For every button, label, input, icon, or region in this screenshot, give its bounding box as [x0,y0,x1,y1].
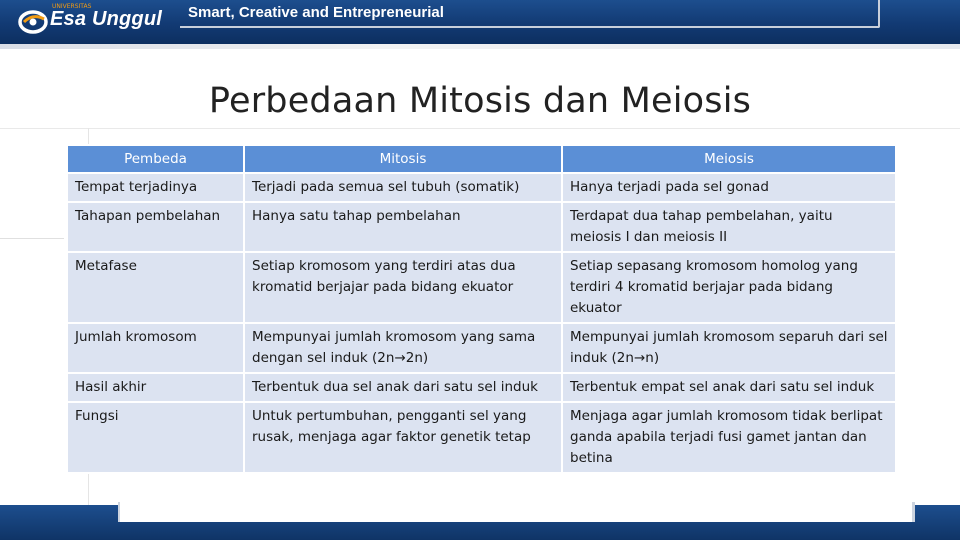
meiosis-cell: Setiap sepasang kromosom homolog yang terdiri 4 kromatid berjajar pada bidang ekuator [562,252,896,323]
header-divider [0,44,960,49]
table-row [67,252,896,323]
table-row [67,173,896,202]
row-label: Tempat terjadinya [67,173,244,202]
row-label: Hasil akhir [67,373,244,402]
row-label: Metafase [67,252,244,323]
meiosis-cell: Terbentuk empat sel anak dari satu sel induk [562,373,896,402]
row-label: Jumlah kromosom [67,323,244,373]
table-row [67,373,896,402]
row-label: Fungsi [67,402,244,473]
mitosis-cell: Terbentuk dua sel anak dari satu sel induk [244,373,562,402]
table-row [67,323,896,373]
table-row [67,202,896,252]
university-logo [18,5,52,39]
logo-name: Esa Unggul [50,8,163,30]
bottom-frame [118,502,915,522]
slide-title: Perbedaan Mitosis dan Meiosis [208,81,752,122]
meiosis-cell: Menjaga agar jumlah kromosom tidak berlipat ganda apabila terjadi fusi gamet jantan dan betina [562,402,896,473]
logo-subtitle: UNIVERSITAS [52,3,92,10]
column-header-pembeda: Pembeda [67,145,244,173]
column-header-mitosis: Mitosis [244,145,562,173]
decorative-line [0,128,960,129]
column-header-meiosis: Meiosis [562,145,896,173]
mitosis-cell: Setiap kromosom yang terdiri atas dua kromatid berjajar pada bidang ekuator [244,252,562,323]
table-row [67,402,896,473]
decorative-line [0,238,64,239]
table-header-row [67,145,896,173]
mitosis-cell: Terjadi pada semua sel tubuh (somatik) [244,173,562,202]
meiosis-cell: Hanya terjadi pada sel gonad [562,173,896,202]
comparison-table [66,144,897,474]
meiosis-cell: Terdapat dua tahap pembelahan, yaitu meiosis I dan meiosis II [562,202,896,252]
top-banner [0,0,960,44]
row-label: Tahapan pembelahan [67,202,244,252]
tagline: Smart, Creative and Entrepreneurial [188,4,444,21]
mitosis-cell: Untuk pertumbuhan, pengganti sel yang rusak, menjaga agar faktor genetik tetap [244,402,562,473]
mitosis-cell: Hanya satu tahap pembelahan [244,202,562,252]
logo-swirl-icon [18,9,50,35]
meiosis-cell: Mempunyai jumlah kromosom separuh dari sel induk (2n→n) [562,323,896,373]
mitosis-cell: Mempunyai jumlah kromosom yang sama dengan sel induk (2n→2n) [244,323,562,373]
